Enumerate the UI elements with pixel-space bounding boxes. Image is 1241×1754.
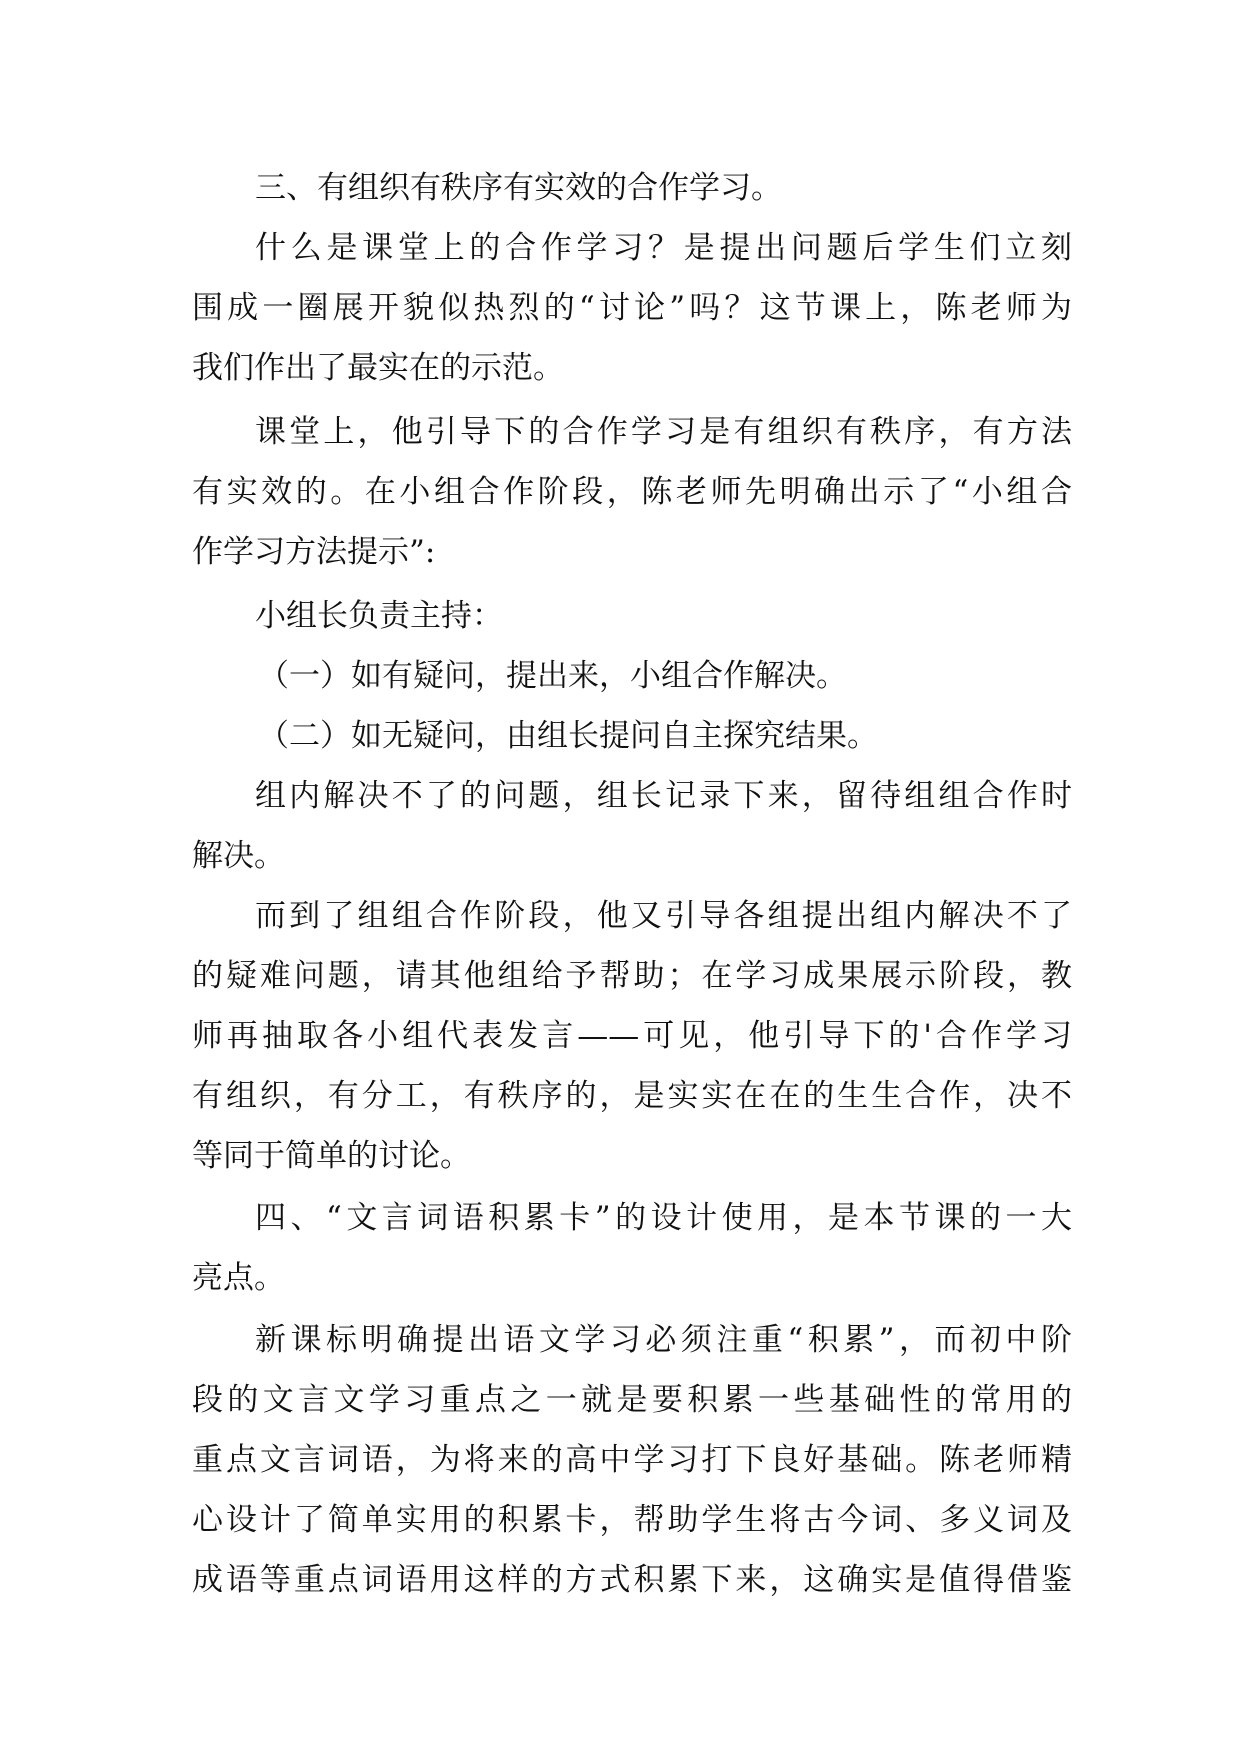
paragraph-line: 围成一圈展开貌似热烈的“讨论”吗？这节课上，陈老师为 — [192, 290, 1072, 326]
paragraph-line: 段的文言文学习重点之一就是要积累一些基础性的常用的 — [192, 1382, 1072, 1418]
paragraph-line: 成语等重点词语用这样的方式积累下来，这确实是值得借鉴 — [192, 1562, 1072, 1598]
paragraph-line: 心设计了简单实用的积累卡，帮助学生将古今词、多义词及 — [192, 1502, 1072, 1538]
paragraph-line: 有组织，有分工，有秩序的，是实实在在的生生合作，决不 — [192, 1078, 1072, 1114]
paragraph-line: 重点文言词语，为将来的高中学习打下良好基础。陈老师精 — [192, 1442, 1072, 1478]
section-heading-3: 三、有组织有秩序有实效的合作学习。 — [255, 170, 782, 206]
paragraph-line: 等同于简单的讨论。 — [192, 1138, 471, 1174]
section-heading-4-cont: 亮点。 — [192, 1260, 285, 1296]
section-heading-4: 四、“文言词语积累卡”的设计使用，是本节课的一大 — [255, 1200, 1072, 1236]
paragraph-line: 解决。 — [192, 838, 285, 874]
paragraph-line: 有实效的。在小组合作阶段，陈老师先明确出示了“小组合 — [192, 474, 1072, 510]
paragraph-line: 的疑难问题，请其他组给予帮助；在学习成果展示阶段，教 — [192, 958, 1072, 994]
paragraph-line: 而到了组组合作阶段，他又引导各组提出组内解决不了 — [255, 898, 1072, 934]
paragraph-line: 作学习方法提示”: — [192, 534, 436, 570]
paragraph-line: 师再抽取各小组代表发言——可见，他引导下的'合作学习 — [192, 1018, 1072, 1054]
list-item: （一）如有疑问，提出来，小组合作解决。 — [258, 658, 847, 694]
paragraph-line: 小组长负责主持： — [255, 598, 503, 634]
list-item: （二）如无疑问，由组长提问自主探究结果。 — [258, 718, 878, 754]
paragraph-line: 我们作出了最实在的示范。 — [192, 350, 564, 386]
paragraph-line: 新课标明确提出语文学习必须注重“积累”，而初中阶 — [255, 1322, 1072, 1358]
paragraph-line: 课堂上，他引导下的合作学习是有组织有秩序，有方法 — [255, 414, 1072, 450]
paragraph-line: 组内解决不了的问题，组长记录下来，留待组组合作时 — [255, 778, 1072, 814]
paragraph-line: 什么是课堂上的合作学习？是提出问题后学生们立刻 — [255, 230, 1072, 266]
